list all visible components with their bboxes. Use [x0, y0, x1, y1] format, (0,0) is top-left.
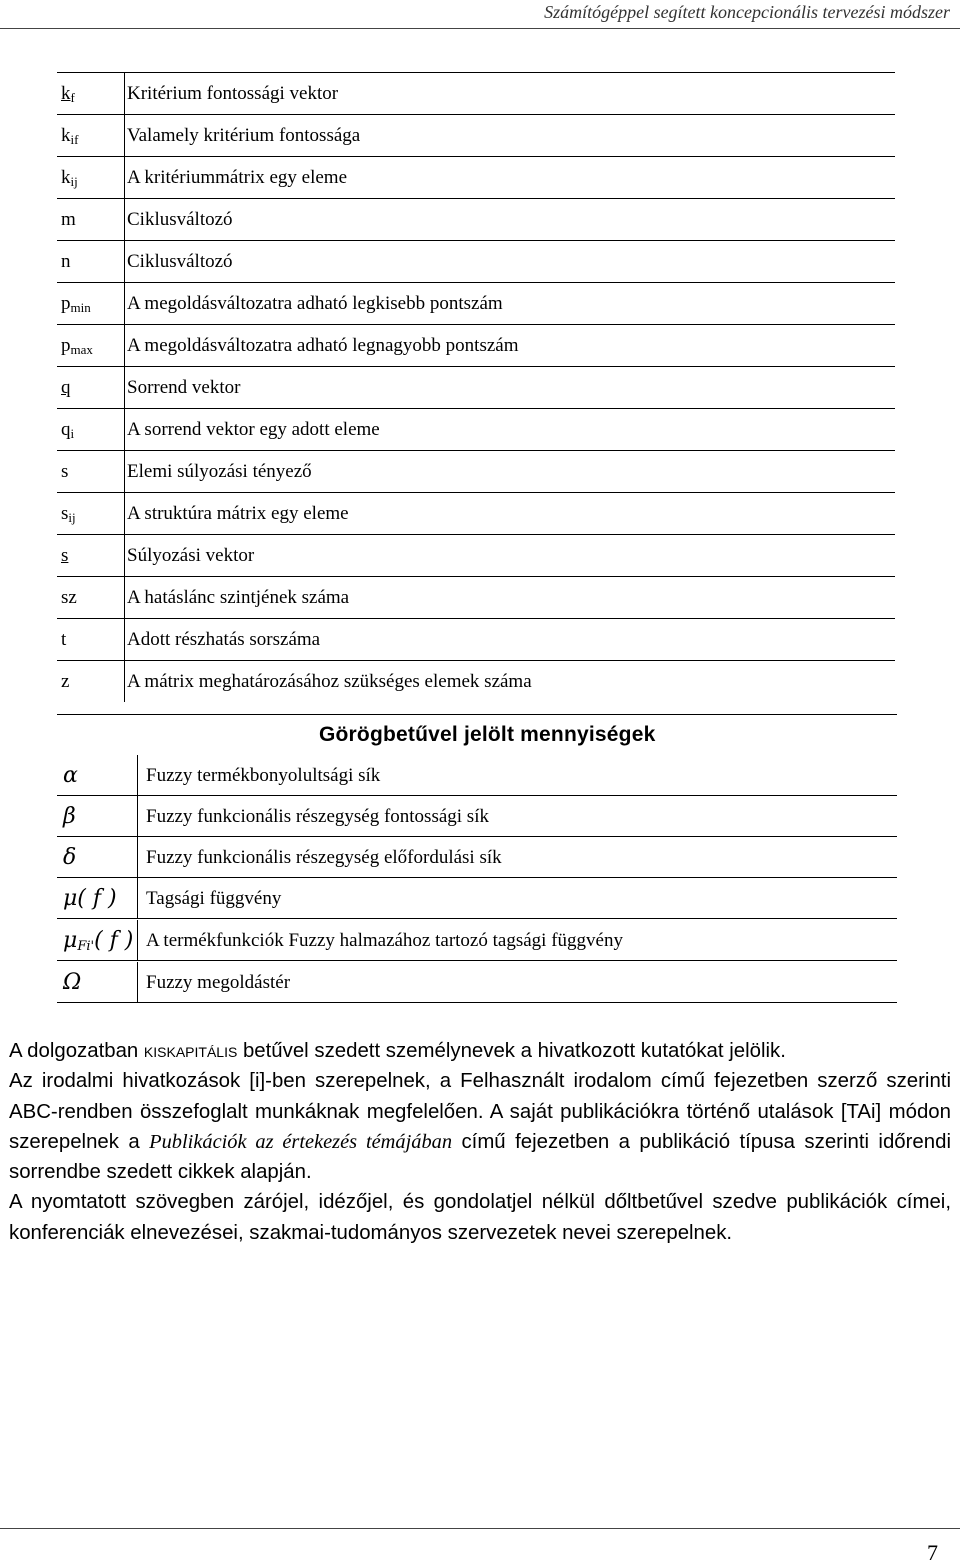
greek-row	[57, 962, 897, 1003]
greek-symbol: δ	[63, 845, 77, 870]
symbol-row	[57, 661, 895, 702]
symbol-description: Adott részhatás sorszáma	[127, 629, 321, 650]
symbol: n	[61, 251, 71, 272]
symbol-description: Valamely kritérium fontossága	[127, 125, 361, 146]
symbol: z	[61, 671, 70, 692]
column-divider	[124, 157, 125, 199]
column-divider	[124, 409, 125, 451]
greek-symbol: μ( f )	[63, 886, 117, 911]
symbol: $p_{max}$	[61, 335, 93, 357]
symbol-description: A struktúra mátrix egy eleme	[127, 503, 349, 524]
column-divider	[124, 241, 125, 283]
column-divider	[137, 796, 138, 837]
greek-description: Fuzzy termékbonyolultsági sík	[146, 765, 381, 786]
symbol: $k_f$	[61, 83, 75, 105]
symbol-row	[57, 199, 895, 241]
symbol: $q_i$	[61, 419, 75, 441]
symbol-row	[57, 157, 895, 199]
row-rule	[57, 960, 897, 961]
greek-row	[57, 837, 897, 878]
symbol-description: Elemi súlyozási tényező	[127, 461, 312, 482]
greek-row	[57, 878, 897, 919]
greek-symbol: β	[63, 804, 76, 829]
footer-rule	[0, 1528, 960, 1529]
column-divider	[137, 962, 138, 1003]
column-divider	[124, 367, 125, 409]
paragraph-references-note: Az irodalmi hivatkozások [i]-ben szerepelnek, a Felhasznált irodalom című fejezetben szerző szerinti ABC-rendben összefoglalt munkáknak megfelelően. A saját publikációkra történő utalások [TAi] módon szerepelnek a Publikációk az értekezés témájában című fejezetben a publikáció típusa szerinti időrendi sorrendbe szedett cikkek alapján.	[9, 1070, 951, 1184]
symbol-description: Kritérium fontossági vektor	[127, 83, 339, 104]
greek-description: Fuzzy megoldástér	[146, 972, 291, 993]
symbol: m	[61, 209, 76, 230]
column-divider	[124, 661, 125, 702]
greek-table-title: Görögbetűvel jelölt mennyiségek	[319, 723, 656, 746]
column-divider	[124, 283, 125, 325]
greek-description: Fuzzy funkcionális részegység fontossági sík	[146, 806, 489, 827]
greek-description: Fuzzy funkcionális részegység előfordulási sík	[146, 847, 502, 868]
header-rule	[0, 28, 960, 29]
column-divider	[124, 619, 125, 661]
column-divider	[137, 755, 138, 796]
symbol-description: Súlyozási vektor	[127, 545, 255, 566]
symbol-row	[57, 619, 895, 661]
greek-symbol: $\mu_{Fi'}$( f )	[63, 928, 134, 954]
symbol-row	[57, 493, 895, 535]
symbol-description: A sorrend vektor egy adott eleme	[127, 419, 380, 440]
column-divider	[124, 577, 125, 619]
column-divider	[124, 325, 125, 367]
column-divider	[124, 115, 125, 157]
symbol: $p_{min}$	[61, 293, 91, 315]
paragraph-smallcaps-note: A dolgozatban kiskapitális betűvel szedett személynevek a hivatkozott kutatókat jelölik.	[9, 1040, 786, 1062]
symbol-description: A kritériummátrix egy eleme	[127, 167, 348, 188]
symbol: t	[61, 629, 67, 650]
greek-row	[57, 755, 897, 796]
column-divider	[124, 451, 125, 493]
symbol: sz	[61, 587, 77, 608]
symbol-description: A hatáslánc szintjének száma	[127, 587, 350, 608]
column-divider	[137, 920, 138, 961]
symbol-row	[57, 241, 895, 283]
greek-row	[57, 796, 897, 837]
greek-description: Tagsági függvény	[146, 888, 282, 909]
symbol-row	[57, 577, 895, 619]
greek-row	[57, 920, 897, 961]
column-divider	[124, 535, 125, 577]
symbol-row	[57, 451, 895, 493]
symbol: s	[61, 461, 69, 482]
symbol-description: A megoldásváltozatra adható legnagyobb pontszám	[127, 335, 519, 356]
symbol: s	[61, 545, 69, 566]
symbol-row	[57, 409, 895, 451]
symbol-row	[57, 535, 895, 577]
greek-symbol-table	[57, 714, 897, 995]
symbol-description: A megoldásváltozatra adható legkisebb pontszám	[127, 293, 503, 314]
running-title: Számítógéppel segített koncepcionális tervezési módszer	[544, 2, 950, 22]
column-divider	[124, 199, 125, 241]
symbol-description: Ciklusváltozó	[127, 251, 233, 272]
notation-notes	[9, 1036, 951, 1248]
greek-symbol: α	[63, 763, 78, 788]
column-divider	[137, 837, 138, 878]
row-rule	[57, 918, 897, 919]
greek-table-top-rule	[57, 714, 897, 715]
symbol-description: Ciklusváltozó	[127, 209, 233, 230]
greek-description: A termékfunkciók Fuzzy halmazához tartozó tagsági függvény	[146, 930, 623, 951]
symbol-row	[57, 367, 895, 409]
column-divider	[124, 493, 125, 535]
page-number: 7	[927, 1540, 938, 1565]
greek-symbol: Ω	[63, 970, 82, 995]
symbol: $s_{ij}$	[61, 503, 76, 525]
symbol-row	[57, 325, 895, 367]
symbol-row	[57, 115, 895, 157]
symbol: $k_{if}$	[61, 125, 79, 147]
symbol-row	[57, 283, 895, 325]
symbol: q	[61, 377, 71, 398]
symbol-row	[57, 73, 895, 115]
row-rule	[57, 1002, 897, 1003]
symbol-table	[57, 72, 895, 702]
paragraph-italic-note: A nyomtatott szövegben zárójel, idézőjel, és gondolatjel nélkül dőltbetűvel szedve publikációk címei, konferenciák elnevezései, szakmai-tudományos szervezetek nevei szerepelnek.	[9, 1191, 951, 1244]
column-divider	[124, 73, 125, 115]
column-divider	[137, 878, 138, 919]
symbol-description: Sorrend vektor	[127, 377, 241, 398]
symbol-description: A mátrix meghatározásához szükséges elemek száma	[127, 671, 532, 692]
symbol: $k_{ij}$	[61, 167, 78, 189]
